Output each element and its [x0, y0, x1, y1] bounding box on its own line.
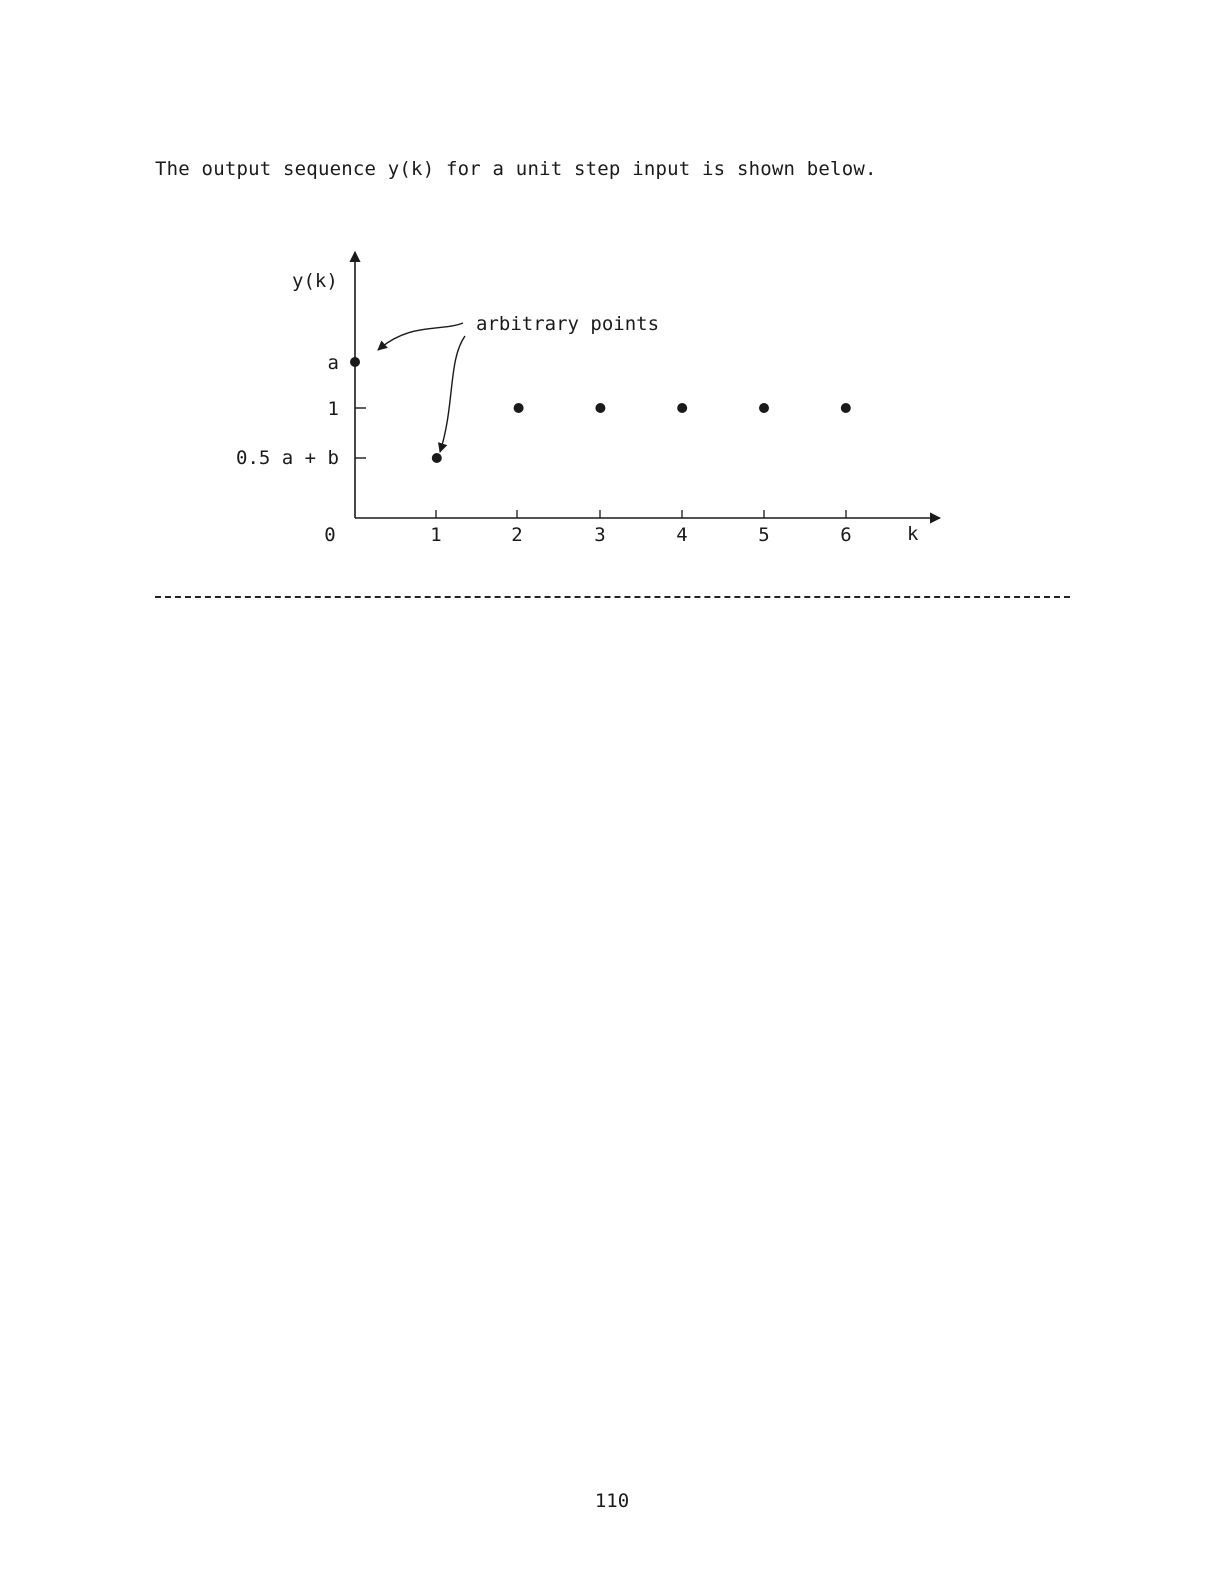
data-point-k1	[432, 453, 442, 463]
data-point-k0	[350, 357, 360, 367]
section-separator	[155, 596, 1070, 598]
y-axis-label: y(k)	[292, 270, 338, 292]
x-tick-label-4: 4	[676, 524, 688, 546]
data-point-k3	[595, 403, 605, 413]
step-response-figure	[0, 0, 1224, 620]
x-tick-label-6: 6	[840, 524, 852, 546]
page-number: 110	[594, 1490, 630, 1512]
x-tick-label-5: 5	[758, 524, 770, 546]
x-tick-label-3: 3	[594, 524, 606, 546]
annotation-label: arbitrary points	[476, 313, 660, 335]
data-points	[350, 357, 851, 463]
data-point-k4	[677, 403, 687, 413]
x-tick-label-0: 0	[324, 524, 336, 546]
x-axis-label: k	[907, 523, 919, 545]
y-tick-label-a: a	[327, 352, 339, 374]
y-tick-label-1: 1	[327, 398, 339, 420]
intro-text: The output sequence y(k) for a unit step input is shown below.	[155, 158, 877, 180]
data-point-k6	[841, 403, 851, 413]
annotation-arrow-to-k0	[378, 323, 463, 350]
data-point-k2	[514, 403, 524, 413]
annotation-arrow-to-k1	[440, 336, 465, 452]
x-tick-label-1: 1	[430, 524, 442, 546]
y-tick-label-0.5a+b: 0.5 a + b	[236, 447, 339, 469]
data-point-k5	[759, 403, 769, 413]
x-tick-label-2: 2	[511, 524, 523, 546]
